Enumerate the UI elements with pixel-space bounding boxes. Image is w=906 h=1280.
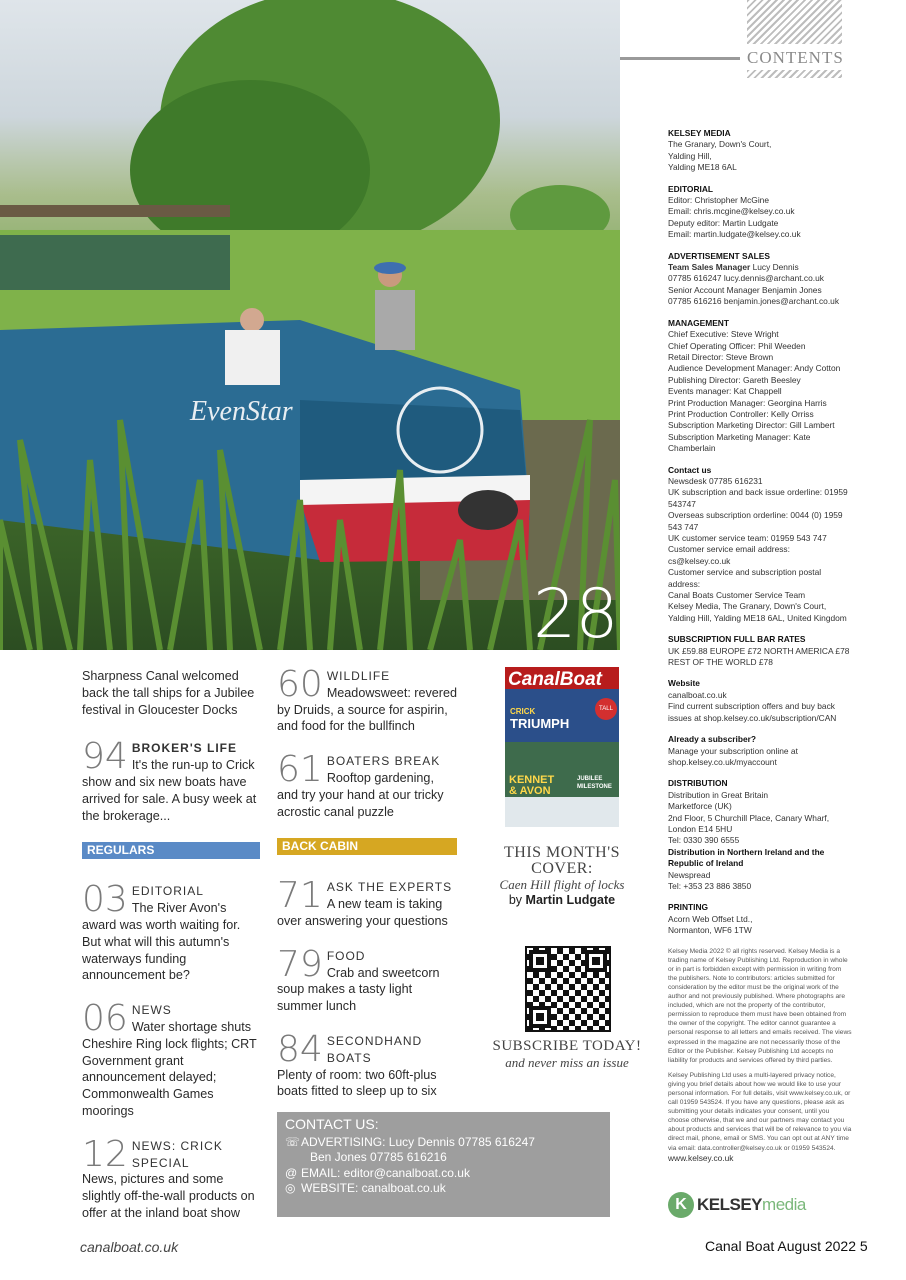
contents-item[interactable] — [82, 998, 260, 1120]
item-description: A new team is taking over answering your questions — [277, 897, 448, 928]
masthead-line: Print Production Manager: Georgina Harris — [668, 397, 827, 408]
magazine-cover-thumbnail[interactable] — [505, 667, 619, 827]
narrowboat-scene — [0, 0, 620, 650]
magazine-jubilee-line2: MILESTONE — [577, 784, 612, 790]
magazine-kennet-line2: & AVON — [509, 785, 551, 797]
masthead-line: Overseas subscription orderline: 0044 (0) 1959 543 747 — [668, 510, 843, 532]
masthead-line: Tel: +353 23 886 3850 — [668, 880, 752, 891]
masthead-ads — [668, 251, 852, 308]
item-page-number: 84 — [277, 1028, 323, 1070]
kelsey-media-logo — [668, 1192, 806, 1218]
masthead-line: Marketforce (UK) — [668, 801, 732, 812]
item-category: SECONDHAND BOATS — [326, 1033, 423, 1065]
item-category: EDITORIAL — [131, 884, 204, 899]
contents-item[interactable] — [277, 664, 458, 735]
contact-box — [277, 1112, 610, 1217]
masthead-heading: Contact us — [668, 464, 712, 475]
magazine-headline — [510, 707, 569, 731]
magazine-headline-small: CRICK — [510, 707, 536, 716]
masthead-line: Publishing Director: Gareth Beesley — [668, 374, 801, 385]
masthead-line: Acorn Web Offset Ltd., — [668, 913, 753, 924]
magazine-kennet-line1: KENNET — [509, 774, 555, 786]
item-page-number: 79 — [277, 943, 323, 985]
cover-credit-by: by — [508, 893, 523, 907]
masthead-line: REST OF THE WORLD £78 — [668, 657, 773, 668]
cover-credit — [487, 893, 637, 907]
cover-caption-line2: COVER: — [531, 860, 593, 877]
contents-heading: CONTENTS — [747, 48, 844, 67]
masthead-line: Chief Executive: Steve Wright — [668, 329, 779, 340]
masthead-rates — [668, 634, 852, 668]
item-description: Plenty of room: two 60ft-plus boats fitted to sleep up to six — [277, 1067, 437, 1099]
item-page-number: 12 — [82, 1133, 128, 1175]
svg-text:EvenStar: EvenStar — [190, 396, 293, 427]
magazine-jubilee — [577, 775, 612, 791]
subscribe-callout — [487, 1038, 647, 1071]
masthead-heading: DISTRIBUTION — [668, 778, 728, 789]
masthead-line — [668, 262, 852, 273]
contents-item[interactable] — [82, 879, 260, 984]
feature-page-number: 28 — [533, 575, 618, 650]
item-description: News, pictures and some slightly off-the-wall products on offer at the inland boat show — [82, 1172, 255, 1220]
item-page-number: 61 — [277, 749, 323, 791]
masthead-line: 2nd Floor, 5 Churchill Place, Canary Wharf, London E14 5HU — [668, 812, 830, 834]
item-category: NEWS: CRICK SPECIAL — [131, 1138, 223, 1170]
cover-credit-author: Martin Ludgate — [525, 893, 616, 907]
privacy-notice: Kelsey Publishing Ltd uses a multi-layered privacy notice, giving you brief details about how we would like to use your personal information. For full details, visit www.kelsey.co.uk, or call 01959 543524. If you have any questions, please ask as submitting your details indicates your consent, until you choose otherwise, that we and our partners may contact you about products and services that will be of relevance to you via direct mail, phone, email or SMS. You can opt out at ANY time via email: data.controller@kelsey.co.uk or 01959 543524. — [668, 1071, 852, 1152]
item-page-number: 71 — [277, 875, 323, 917]
qr-code-icon[interactable] — [525, 946, 611, 1032]
item-category: BROKER'S LIFE — [131, 741, 238, 756]
magazine-kennet — [509, 775, 554, 797]
masthead-line: Distribution in Great Britain — [668, 789, 769, 800]
masthead-line[interactable]: Manage your subscription online at shop.kelsey.co.uk/myaccount — [668, 745, 798, 767]
masthead-line: Subscription Marketing Director: Gill Lambert — [668, 420, 835, 431]
masthead-heading: EDITORIAL — [668, 183, 713, 194]
masthead-line: 07785 616247 lucy.dennis@archant.co.uk — [668, 273, 824, 284]
masthead-heading: KELSEY MEDIA — [668, 128, 731, 138]
kelsey-logo-word: KELSEY — [697, 1195, 763, 1214]
masthead-line[interactable]: Find current subscription offers and buy back issues at shop.kelsey.co.uk/subscription/CAN — [668, 701, 837, 723]
masthead-line: Yalding ME18 6AL — [668, 162, 737, 173]
kelsey-logo-icon: K — [668, 1192, 694, 1218]
subscribe-subtext: and never miss an issue — [505, 1055, 629, 1070]
masthead-line: UK £59.88 EUROPE £72 NORTH AMERICA £78 — [668, 645, 850, 656]
footer-folio: Canal Boat August 2022 5 — [705, 1238, 868, 1254]
kelsey-logo-wordmark — [697, 1195, 806, 1215]
magazine-badge: TALL — [595, 698, 617, 720]
footer-website: canalboat.co.uk — [80, 1239, 179, 1255]
contents-item[interactable] — [277, 1028, 457, 1100]
masthead-line: Deputy editor: Martin Ludgate — [668, 217, 779, 228]
subscribe-heading: SUBSCRIBE TODAY! — [492, 1038, 642, 1054]
masthead-line: Yalding Hill, — [668, 150, 712, 161]
masthead-line: 07785 616216 benjamin.jones@archant.co.uk — [668, 296, 840, 307]
at-icon: @ — [285, 1165, 298, 1180]
phone-icon: ☏ — [285, 1134, 301, 1149]
contents-column-1 — [82, 668, 260, 1240]
section-band-regulars: REGULARS — [82, 842, 260, 859]
masthead-heading: MANAGEMENT — [668, 317, 729, 328]
masthead-line: Audience Development Manager: Andy Cotton — [668, 363, 841, 374]
item-page-number: 03 — [82, 879, 128, 921]
masthead-line: Editor: Christopher McGine — [668, 195, 770, 206]
masthead-bold-label: Team Sales Manager — [668, 262, 751, 273]
masthead-line: Canal Boats Customer Service Team — [668, 590, 806, 601]
cover-photo — [0, 0, 620, 650]
masthead-heading: Already a subscriber? — [668, 734, 756, 745]
masthead-name: Lucy Dennis — [750, 262, 799, 273]
masthead-line[interactable]: Email: martin.ludgate@kelsey.co.uk — [668, 229, 801, 240]
masthead-subscriber — [668, 734, 852, 768]
masthead-line: Subscription Marketing Manager: Kate Chamberlain — [668, 431, 811, 454]
contents-item[interactable] — [277, 749, 457, 820]
contents-column-2 — [277, 664, 458, 1118]
masthead-line: Customer service email address: cs@kelsey.co.uk — [668, 544, 790, 566]
item-page-number: 60 — [277, 664, 323, 705]
masthead-line: UK customer service team: 01959 543 747 — [668, 533, 827, 543]
contents-item[interactable] — [82, 736, 260, 824]
masthead-contact — [668, 465, 852, 625]
masthead-line: UK subscription and back issue orderline: 01959 543747 — [668, 487, 848, 509]
masthead-heading: ADVERTISEMENT SALES — [668, 250, 770, 261]
contents-item[interactable] — [277, 943, 457, 1015]
contents-item[interactable] — [277, 875, 457, 929]
masthead-line: Tel: 0330 390 6555 — [668, 835, 740, 846]
contents-tag-pattern — [747, 0, 842, 44]
contact-email[interactable]: EMAIL: editor@canalboat.co.uk — [301, 1165, 470, 1180]
masthead-line: The Granary, Down's Court, — [668, 139, 772, 150]
masthead-subheading: Distribution in Northern Ireland and the Republic of Ireland — [668, 846, 825, 869]
masthead-distribution — [668, 778, 852, 892]
item-description: Crab and sweetcorn soup makes a tasty light summer lunch — [277, 965, 440, 1014]
cover-caption-text: Caen Hill flight of locks — [499, 877, 625, 892]
masthead-website — [668, 678, 852, 724]
item-category: ASK THE EXPERTS — [326, 880, 453, 895]
magazine-jubilee-line1: JUBILEE — [577, 776, 603, 782]
masthead-link[interactable]: canalboat.co.uk — [668, 689, 727, 700]
item-page-number: 06 — [82, 998, 128, 1040]
item-description: Meadowsweet: revered by Druids, a source for aspirin, and food for the bullfinch — [277, 685, 458, 734]
kelsey-website-link[interactable]: www.kelsey.co.uk — [668, 1152, 734, 1163]
masthead-line: Newsdesk 07785 616231 — [668, 475, 763, 486]
globe-icon: ◎ — [285, 1181, 296, 1195]
masthead-editorial — [668, 184, 852, 241]
masthead-line: Newspread — [668, 869, 711, 880]
masthead-line: Customer service and subscription postal address: — [668, 567, 822, 589]
masthead-line: Chief Operating Officer: Phil Weeden — [668, 340, 806, 351]
masthead-line: Senior Account Manager Benjamin Jones — [668, 284, 822, 295]
magazine-title: CanalBoat — [508, 669, 602, 690]
contents-item[interactable] — [82, 1133, 260, 1222]
masthead-management — [668, 318, 852, 455]
masthead-line[interactable]: Email: chris.mcgine@kelsey.co.uk — [668, 206, 795, 217]
cover-caption — [487, 845, 637, 907]
masthead-heading: Website — [668, 678, 700, 689]
masthead-publisher — [668, 128, 852, 174]
item-description: The River Avon's award was worth waiting for. But what will this autumn's waterways funding announcement be? — [82, 901, 241, 983]
item-page-number: 94 — [82, 736, 128, 778]
masthead-heading: PRINTING — [668, 902, 709, 913]
cover-caption-line1: THIS MONTH'S — [504, 844, 620, 861]
item-description: It's the run-up to Crick show and six new boats have arrived for sale. A busy week at the brokerage... — [82, 758, 257, 823]
masthead-line: Kelsey Media, The Granary, Down's Court, Yalding Hill, Yalding ME18 6AL, United Kingdom — [668, 601, 847, 623]
section-band-back-cabin: BACK CABIN — [277, 838, 457, 855]
contact-advertising-2[interactable]: Ben Jones 07785 616216 — [310, 1150, 447, 1164]
item-description: Rooftop gardening, and try your hand at our tricky acrostic canal puzzle — [277, 770, 444, 819]
masthead-line: Events manager: Kat Chappell — [668, 386, 782, 397]
intro-text: Sharpness Canal welcomed back the tall ships for a Jubilee festival in Gloucester Docks — [82, 669, 255, 717]
kelsey-logo-media: media — [762, 1195, 806, 1214]
masthead-printing — [668, 902, 852, 936]
contact-advertising[interactable]: ADVERTISING: Lucy Dennis 07785 616247 — [301, 1134, 535, 1149]
item-category: FOOD — [326, 948, 366, 963]
contact-website[interactable]: WEBSITE: canalboat.co.uk — [301, 1181, 446, 1195]
contents-underline-pattern — [747, 70, 842, 78]
masthead-line: Print Production Controller: Kelly Orriss — [668, 408, 814, 419]
magazine-headline-main: TRIUMPH — [510, 716, 570, 731]
item-category: NEWS — [131, 1003, 172, 1018]
item-category: BOATERS BREAK — [326, 754, 441, 769]
masthead-heading: SUBSCRIPTION FULL BAR RATES — [668, 634, 806, 645]
legal-notice: Kelsey Media 2022 © all rights reserved. Kelsey Media is a trading name of Kelsey Publishing Ltd. Reproduction in whole or in part is forbidden except with permission in writing from the publishers. Note to contributors: articles submitted for consideration by the editor must be the original work of the author and not previously published. Where photographs are included, which are not the property of the contributor, permission to reproduce them must have been obtained from the owner of the copyright. The editor cannot guarantee a personal response to all letters and emails received. The views expressed in the magazine are not necessarily those of the Editor or the Publisher. Kelsey Publishing Ltd accepts no liability for products and services offered by third parties. — [668, 947, 852, 1064]
masthead-line: Retail Director: Steve Brown — [668, 351, 774, 362]
item-category: WILDLIFE — [326, 669, 391, 683]
masthead-column — [668, 128, 852, 1164]
item-description: Water shortage shuts Cheshire Ring lock flights; CRT Government grant announcement delayed; Commonwealth Games moorings — [82, 1019, 257, 1118]
contents-rule — [620, 57, 740, 60]
contact-heading: CONTACT US: — [285, 1116, 379, 1132]
masthead-line: Normanton, WF6 1TW — [668, 925, 752, 936]
